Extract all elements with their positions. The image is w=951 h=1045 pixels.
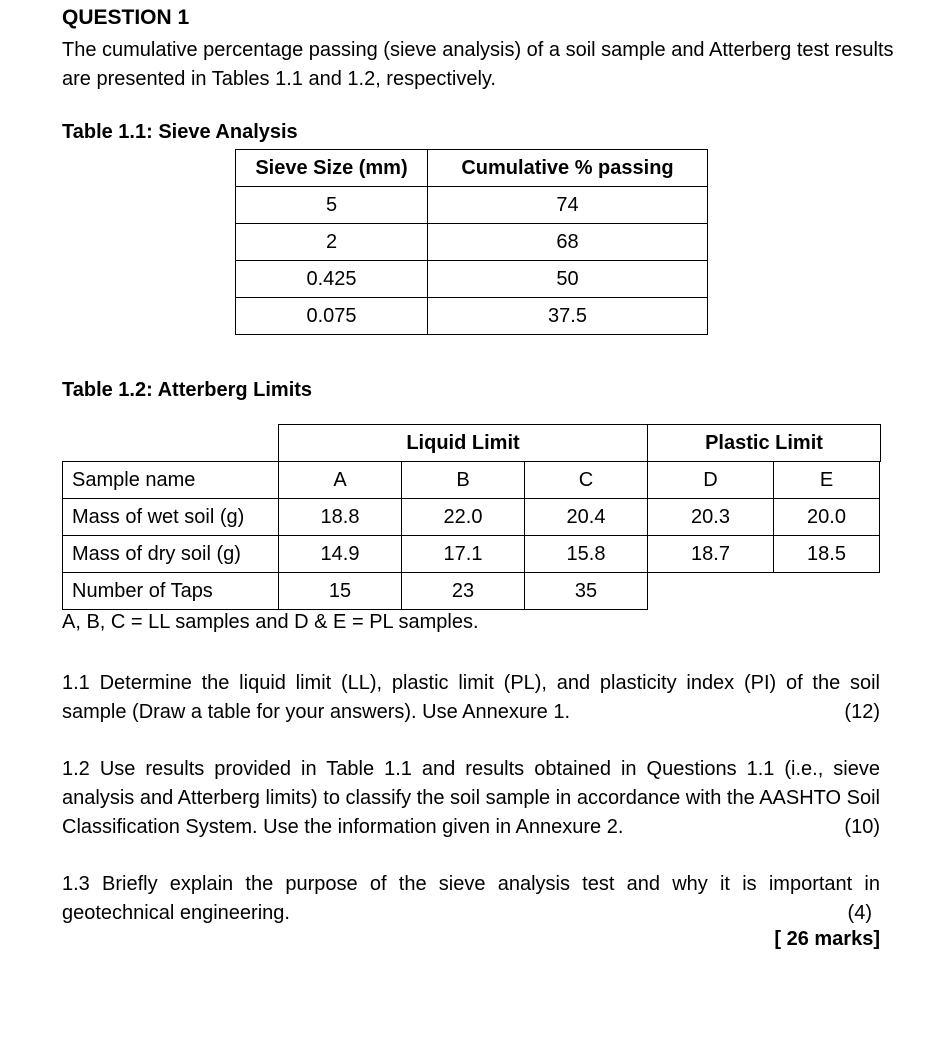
table-cell: 20.0 — [774, 499, 880, 536]
empty-cell — [774, 573, 880, 610]
table-cell: 0.425 — [236, 261, 428, 298]
table-cell: 35 — [525, 573, 648, 610]
table-cell: 23 — [402, 573, 525, 610]
table-row — [236, 224, 708, 261]
atterberg-limits-table — [62, 461, 880, 610]
table-cell: 18.8 — [279, 499, 402, 536]
table-cell: 37.5 — [428, 298, 708, 335]
table-cell: B — [402, 462, 525, 499]
question-1-2 — [62, 755, 880, 842]
table-cell: 20.4 — [525, 499, 648, 536]
table-cell: 14.9 — [279, 536, 402, 573]
table-row — [63, 573, 880, 610]
table-row — [236, 261, 708, 298]
table-header: Sieve Size (mm) — [236, 150, 428, 187]
table-header: Plastic Limit — [648, 425, 881, 462]
table2-caption: Table 1.2: Atterberg Limits — [62, 379, 313, 401]
table-cell: 68 — [428, 224, 708, 261]
table-header-row — [236, 150, 708, 187]
table-header-row — [279, 425, 881, 462]
question-marks: (4) — [847, 902, 872, 924]
table-cell: 17.1 — [402, 536, 525, 573]
table-cell: 50 — [428, 261, 708, 298]
table-row — [236, 298, 708, 335]
table-header: Cumulative % passing — [428, 150, 708, 187]
table-cell: 74 — [428, 187, 708, 224]
table-cell: D — [648, 462, 774, 499]
table-header: Liquid Limit — [279, 425, 648, 462]
question-intro: The cumulative percentage passing (sieve analysis) of a soil sample and Atterberg test results are presented in Tables 1.1 and 1.2, respectively. — [62, 39, 894, 90]
row-label: Sample name — [63, 462, 279, 499]
table-cell: 22.0 — [402, 499, 525, 536]
table-cell: 5 — [236, 187, 428, 224]
table-cell: C — [525, 462, 648, 499]
table-cell: 18.7 — [648, 536, 774, 573]
table-cell: E — [774, 462, 880, 499]
table2-note: A, B, C = LL samples and D & E = PL samples. — [62, 611, 479, 633]
row-label: Mass of dry soil (g) — [63, 536, 279, 573]
question-title: QUESTION 1 — [62, 6, 190, 29]
table-cell: A — [279, 462, 402, 499]
question-1-1 — [62, 669, 880, 727]
question-text: 1.1 Determine the liquid limit (LL), plastic limit (PL), and plasticity index (PI) of the soil sample (Draw a table for your answers). Use Annexure 1. — [62, 672, 880, 723]
table-row — [63, 536, 880, 573]
table-cell: 2 — [236, 224, 428, 261]
table-row — [63, 462, 880, 499]
table-cell: 18.5 — [774, 536, 880, 573]
table1-caption: Table 1.1: Sieve Analysis — [62, 121, 298, 143]
empty-cell — [648, 573, 774, 610]
total-marks: [ 26 marks] — [774, 928, 880, 950]
sieve-analysis-table — [235, 149, 708, 335]
question-1-3 — [62, 870, 880, 928]
table-row — [236, 187, 708, 224]
row-label: Mass of wet soil (g) — [63, 499, 279, 536]
table-row — [63, 499, 880, 536]
table-cell: 20.3 — [648, 499, 774, 536]
table-cell: 0.075 — [236, 298, 428, 335]
atterberg-group-header — [278, 424, 881, 462]
table-cell: 15 — [279, 573, 402, 610]
table-cell: 15.8 — [525, 536, 648, 573]
question-marks: (10) — [844, 816, 880, 838]
question-marks: (12) — [844, 701, 880, 723]
question-text: 1.2 Use results provided in Table 1.1 and results obtained in Questions 1.1 (i.e., sieve analysis and Atterberg limits) to classify the soil sample in accordance with the AASHTO Soil Classification System. Use the information given in Annexure 2. — [62, 758, 880, 838]
question-text: 1.3 Briefly explain the purpose of the sieve analysis test and why it is important in geotechnical engineering. — [62, 873, 880, 924]
row-label: Number of Taps — [63, 573, 279, 610]
